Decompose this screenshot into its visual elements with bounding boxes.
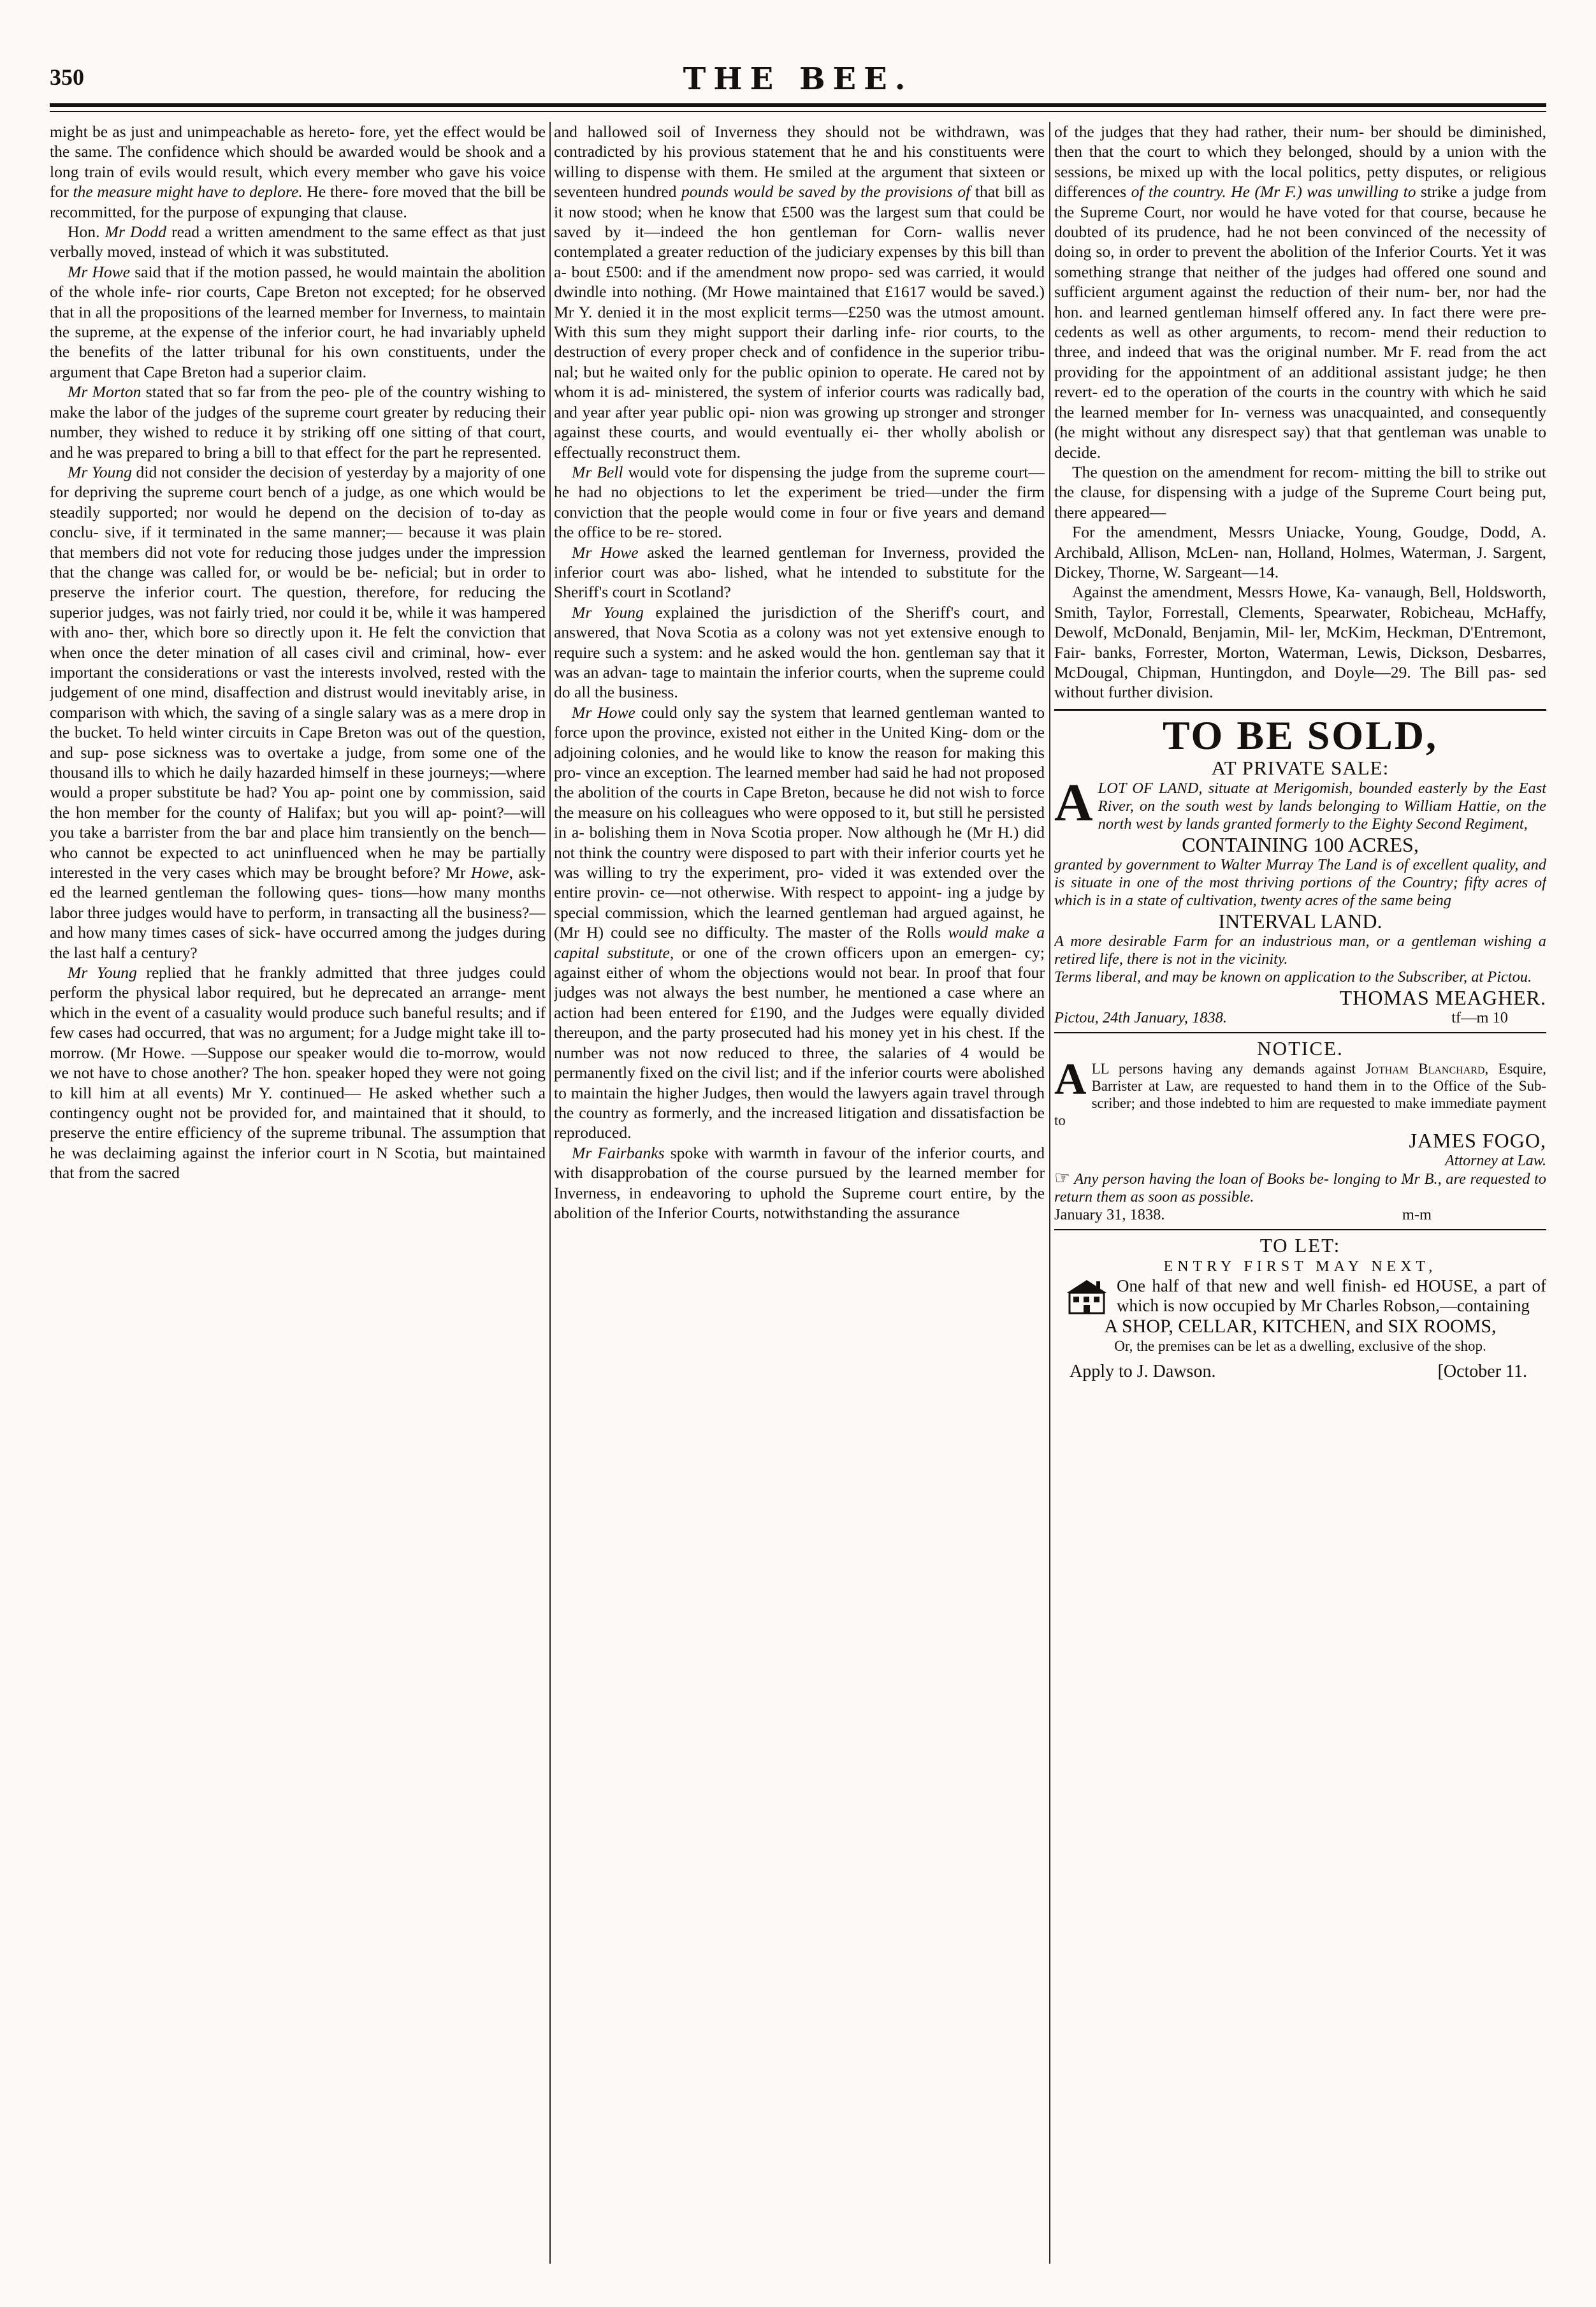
paragraph-text: and hallowed soil of Inverness they should not be withdrawn, was contradicted by his provious statement that he and his constituents were willing to dispense with them. He smiled at the argument that sixteen or seventeen hundred <box>554 122 1045 201</box>
let-apply: Apply to J. Dawson. <box>1070 1361 1216 1381</box>
article-paragraph <box>50 462 546 963</box>
italic-text: Howe <box>470 863 509 882</box>
paragraph-text: might be as just and unimpeachable as hereto- fore, yet the effect would be the same. The confidence which should be awarded would be shook and a long train of evils would result, which every member who gave his voice for <box>50 122 546 201</box>
column-3 <box>1054 122 1546 2264</box>
paragraph-text: replied that he frankly admitted that three judges could perform the physical labor required, but he deprecated an arrange- ment which in the event of a casuality would produce such baneful results; and if few cases had occurred, that was no argument; for a Judge might take ill to-morrow. (Mr Howe. —Suppose our speaker would die to-morrow, would we not have to chose another? The hon. speaker hoped they were not going to kill him at all events) Mr Y. continued— He asked whether such a contingency ought not be provided for, and maintained that it should, to preserve the entire efficiency of the supreme tribunal. The assumption that he was declaiming against the inferior court in N Scotia, but maintained that from the sacred <box>50 963 546 1183</box>
ad-sale-title: TO BE SOLD, <box>1163 712 1438 758</box>
notice-title: NOTICE. <box>1257 1037 1344 1059</box>
let-body-text: One half of that new and well finish- ed HOUSE, a part of which is now occupied by Mr Charles Robson,—containing <box>1117 1276 1546 1315</box>
ad-sale-interval: INTERVAL LAND. <box>1218 909 1382 933</box>
ad-sale-date: Pictou, 24th January, 1838. <box>1054 1008 1227 1026</box>
italic-text: Mr Howe <box>572 702 635 722</box>
notice-nb <box>1054 1170 1546 1206</box>
article-paragraph <box>554 602 1045 702</box>
italic-text: Mr Morton <box>68 382 141 402</box>
italic-text: of the country. He (Mr F.) was unwilling to <box>1131 182 1416 201</box>
ad-sale-body-c: A more desirable Farm for an industrious man, or a gentleman wishing a retired life, there is not in the vicinity. <box>1054 932 1546 968</box>
italic-text: pounds would be saved by the provisions of <box>681 182 971 201</box>
newspaper-page <box>50 61 1546 2267</box>
ad-sale-body-a <box>1054 773 1546 833</box>
house-icon <box>1064 1277 1109 1314</box>
ad-sale-signature: THOMAS MEAGHER. <box>1339 986 1546 1009</box>
article-paragraph <box>50 222 546 262</box>
column-2 <box>554 122 1045 2264</box>
ad-to-let <box>1054 1234 1546 1383</box>
article-paragraph <box>1054 582 1546 702</box>
ad-separator <box>1054 709 1546 711</box>
paragraph-text: of the judges that they had rather, their num- ber should be diminished, then that the court to which they belonged, should by a union with the sessions, be mixed up with the local politics, petty disputes, or religious differences <box>1054 122 1546 201</box>
article-paragraph <box>1054 462 1546 522</box>
italic-text: would make a capital substitute <box>554 923 1045 962</box>
article-paragraph <box>554 1143 1045 1223</box>
article-paragraph <box>50 122 546 222</box>
paragraph-text: Hon. <box>68 222 105 242</box>
paragraph-text: The question on the amendment for recom- mitting the bill to strike out the clause, for dispensing with a judge of the Supreme Court being put, there appeared— <box>1054 462 1546 521</box>
paragraph-text: strike a judge from the Supreme Court, nor would he have voted for that course, because he doubted of its prudence, had he not been convinced of the necessity of doing so, in order to prevent the abolition of the Inferior Courts. Yet it was something strange that neither of the judges had offered one sound and sufficient argument against the reduction of their num- ber, nor had the hon. and learned gentleman himself offered any. In fact there were pre- cedents as well as other arguments, to recom- mend their reduction to three, and indeed that was the original number. Mr F. read from the act providing for the appointment of an additional assistant judge; he then revert- ed to the operation of the courts in the country with which he said the learned member for In- verness was unacquainted, and consequently (he might without any disrespect say) that that gentleman was unable to decide. <box>1054 182 1546 462</box>
notice-tag: m-m <box>1402 1205 1432 1223</box>
ad-sale-body-d: Terms liberal, and may be known on application to the Subscriber, at Pictou. <box>1054 968 1532 986</box>
italic-text: Mr Young <box>572 602 644 622</box>
article-paragraph <box>50 382 546 462</box>
notice-rest: , Esquire, Barrister at Law, are requested to hand them in to the Office of the Sub- scriber; and those indebted to him are requested to make immediate payment to <box>1054 1060 1546 1128</box>
notice-date: January 31, 1838. <box>1054 1205 1165 1223</box>
italic-text: Mr Young <box>68 462 132 481</box>
notice-nb-text: Any person having the loan of Books be- longing to Mr B., are requested to return them as soon as possible. <box>1054 1170 1546 1205</box>
paragraph-text: For the amendment, Messrs Uniacke, Young, Goudge, Dodd, A. Archibald, Allison, McLen- nan, Holland, Holmes, Waterman, J. Sargent, Dickey, Thorne, W. Sargeant—14. <box>1054 523 1546 581</box>
let-note: Or, the premises can be let as a dwelling, exclusive of the shop. <box>1114 1337 1486 1354</box>
page-number: 350 <box>50 64 84 90</box>
ad-sale-dateline <box>1054 1009 1546 1027</box>
ad-sale-acres: CONTAINING 100 ACRES, <box>1182 833 1419 856</box>
notice-body <box>1054 1054 1546 1129</box>
article-paragraph <box>1054 522 1546 582</box>
italic-text: Mr Howe <box>68 262 131 281</box>
column-1 <box>50 122 546 2264</box>
header-rule-thin <box>50 111 1546 112</box>
paragraph-text: Against the amendment, Messrs Howe, Ka- vanaugh, Bell, Holdsworth, Smith, Taylor, Forrestall, Clements, Spearwater, Robicheau, McHaffy, Dewolf, McDonald, Benjamin, Mil- ler, McKim, Heckman, D'Entremont, Fair- banks, Forrester, Morton, Waterman, Lewis, Dickson, Desbarres, McDougal, Chipman, Huntingdon, and Doyle—29. The Bill pas- sed without further division. <box>1054 583 1546 702</box>
paragraph-text: stated that so far from the peo- ple of the country wishing to make the labor of the judges of the supreme court greater by reducing their number, they wished to reduce it by striking off one sitting of that court, and he was prepared to bring a bill to that effect for the part he represented. <box>50 382 546 462</box>
paragraph-text: could only say the system that learned gentleman wanted to force upon the province, existed not either in the United King- dom or the adjoining colonies, and he would like to know the reason for making this pro- vince an exception. The learned member had said he had not proposed the abolition of the courts in Cape Breton, because he did not wish to force the measure on his colleagues who were opposed to it, but still he persisted in a- bolishing them in Nova Scotia proper. Now although he (Mr H.) did not think the country were disposed to part with their inferior courts yet he was willing to try the experiment, pro- vided it was extended over the entire provin- ce—not otherwise. With respect to appoint- ing a judge by special commission, which the learned gentleman had argued against, he (Mr H) could see no difficulty. The master of the Rolls <box>554 702 1045 942</box>
let-apply-line <box>1054 1361 1546 1383</box>
header-rule-thick <box>50 103 1546 107</box>
italic-text: Mr Howe <box>572 542 639 562</box>
italic-text: the measure might have to deplore. <box>73 182 303 201</box>
notice-lead: LL persons having any demands against <box>1091 1060 1366 1077</box>
paragraph-text: asked the learned gentleman for Inverness, provided the inferior court was abo- lished, what he intended to substitute for the Sheriff's court in Scotland? <box>554 542 1045 602</box>
let-subtitle: ENTRY FIRST MAY NEXT, <box>1163 1258 1437 1275</box>
ad-separator <box>1054 1229 1546 1230</box>
notice-dateline <box>1054 1206 1546 1224</box>
column-divider <box>549 122 551 2264</box>
paragraph-text: , or one of the crown officers upon an emergen- cy; against either of whom the objections would not bear. In proof that four judges was not always the best number, he mentioned a case where an action had been entered for £190, and the Judges were equally divided thereupon, and the party prosecuted had his money yet in his chest. If the number was not now reduced to three, the salaries of 4 would be permanently fixed on the civil list; and if the inferior courts were abolished to maintain the higher Judges, then would the lawyers again travel through the country as formerly, and the increased litigation and dissatisfaction be reproduced. <box>554 943 1045 1142</box>
notice-role: Attorney at Law. <box>1445 1152 1546 1169</box>
ad-sale-body-b: granted by government to Walter Murray The Land is of excellent quality, and is situate in one of the most thriving portions of the Country; fifty acres of which is in a state of cultivation, twenty acres of the same being <box>1054 855 1546 909</box>
paragraph-text: He there- fore moved that the bill be recommitted, for the purpose of expunging that clause. <box>50 182 546 221</box>
let-date: [October 11. <box>1437 1361 1527 1381</box>
ad-sale-dropcap: A <box>1054 773 1093 833</box>
article-paragraph <box>554 702 1045 1143</box>
italic-text: Mr Bell <box>572 462 623 481</box>
let-body <box>1054 1276 1546 1316</box>
ad-sale-subtitle: AT PRIVATE SALE: <box>1211 756 1389 779</box>
italic-text: Mr Fairbanks <box>572 1143 665 1162</box>
let-title: TO LET: <box>1259 1234 1341 1256</box>
masthead-title: THE BEE. <box>683 61 913 97</box>
italic-text: Mr Young <box>68 963 137 982</box>
column-3-report <box>1054 122 1546 702</box>
article-paragraph <box>554 542 1045 602</box>
paragraph-text: said that if the motion passed, he would maintain the abolition of the whole infe- rior courts, Cape Breton not excepted; for he observed that in all the propositions of the learned member for Inverness, to maintain the supreme, at the expense of the inferior court, he had invariably upheld the benefits of the latter tribunal for his own constituents, under the argument that Cape Breton had a superior claim. <box>50 262 546 381</box>
let-rooms: A SHOP, CELLAR, KITCHEN, and SIX ROOMS, <box>1104 1315 1497 1337</box>
ad-sale-tag: tf—m 10 <box>1451 1008 1508 1026</box>
paragraph-text: spoke with warmth in favour of the inferior courts, and with disapprobation of the course pursued by the learned member for Inverness, in endeavoring to uphold the Supreme court entire, by the abolition of the Inferior Courts, notwithstanding the assurance <box>554 1143 1045 1222</box>
ad-notice <box>1054 1037 1546 1224</box>
notice-name: Jotham Blanchard <box>1365 1060 1485 1077</box>
paragraph-text: that bill as it now stood; when he know that £500 was the largest sum that could be saved by it—indeed the hon gentleman for Corn- wallis never contemplated a greater reduction of the judiciary expenses by this bill than a- bout £500: and if the amendment now propo- sed was carried, it would dwindle into nothing. (Mr Howe maintained that £1617 would be saved.) Mr Y. denied it in the most explicit terms—£250 was the utmost amount. With this sum they might support their darling infe- rior courts, to the destruction of every proper check and of confidence in the superior tribu- nal; but he waited only for the public opinion to operate. He cared not by whom it is ad- ministered, the system of inferior courts was radically bad, and year after year public opi- nion was growing up stronger and stronger against these courts, and would eventually ei- ther wholly abolish or effectually reconstruct them. <box>554 182 1045 462</box>
page-header <box>50 61 1546 101</box>
ad-to-be-sold <box>1054 712 1546 1027</box>
paragraph-text: did not consider the decision of yesterday by a majority of one for depriving the supreme court bench of a judge, as one which would be steadily supported; nor would he depend on the decision of to-day as conclu- sive, if it terminated in the same manner;— because it was plain that members did not vote for reducing those judges under the impression that the change was called for, or would be be- neficial; but in order to preserve the inferior court. The question, therefore, for reducing the superior judges, was not fairly tried, nor could it be, while it was hampered with ano- ther, which bore so directly upon it. He felt the conviction that when once the deter mination of all cases civil and criminal, how- ever important the considerations or vast the interests involved, rested with the judgement of one mind, disaffection and distrust would inevitably arise, in comparison with which, the saving of a single salary was as a mere drop in the bucket. To held winter circuits in Cape Breton was out of the question, and sup- pose sickness was to overtake a judge, from some one of the thousand ills to which he daily hazarded himself in these journeys;—where would a proper substitute be had? You ap- point one by commission, said the hon member for the county of Halifax; but you will ap- point?—will you take a barrister from the bar and place him transiently on the bench—who cannot be expected to act uninfluenced when he may be partially interested in the very cases which may be brought before? Mr <box>50 462 546 882</box>
italic-text: Mr Dodd <box>105 222 166 242</box>
notice-signature: JAMES FOGO, <box>1409 1128 1546 1152</box>
paragraph-text: explained the jurisdiction of the Sheriff's court, and answered, that Nova Scotia as a colony was not yet extensive enough to require such a system: and he asked would the hon. gentleman say that it was an advan- tage to maintain the inferior courts, when the supreme could do all the business. <box>554 602 1045 702</box>
article-paragraph <box>50 963 546 1183</box>
article-paragraph <box>554 462 1045 542</box>
ad-separator <box>1054 1032 1546 1033</box>
paragraph-text: would vote for dispensing the judge from the supreme court—he had no objections to let the experiment be tried—under the firm conviction that the people would come in four or five years and demand the office to be re- stored. <box>554 462 1045 542</box>
article-paragraph <box>554 122 1045 462</box>
pointing-hand-icon: ☞ <box>1054 1168 1071 1188</box>
paragraph-text: read a written amendment to the same effect as that just verbally moved, instead of which it was substituted. <box>50 222 546 261</box>
paragraph-text: , ask- ed the learned gentleman the following ques- tions—how many months labor three judges would have to perform, in transacting all the business?—and how many times cases of sick- have occurred among the judges during the last half a century? <box>50 863 546 962</box>
column-divider <box>1049 122 1050 2264</box>
notice-dropcap: A <box>1054 1054 1087 1104</box>
ad-sale-text-a: LOT OF LAND, situate at Merigomish, bounded easterly by the East River, on the south west by lands belonging to William Hattie, on the north west by lands granted formerly to the Eighty Second Regiment, <box>1098 779 1546 833</box>
article-paragraph <box>1054 122 1546 462</box>
article-paragraph <box>50 262 546 382</box>
